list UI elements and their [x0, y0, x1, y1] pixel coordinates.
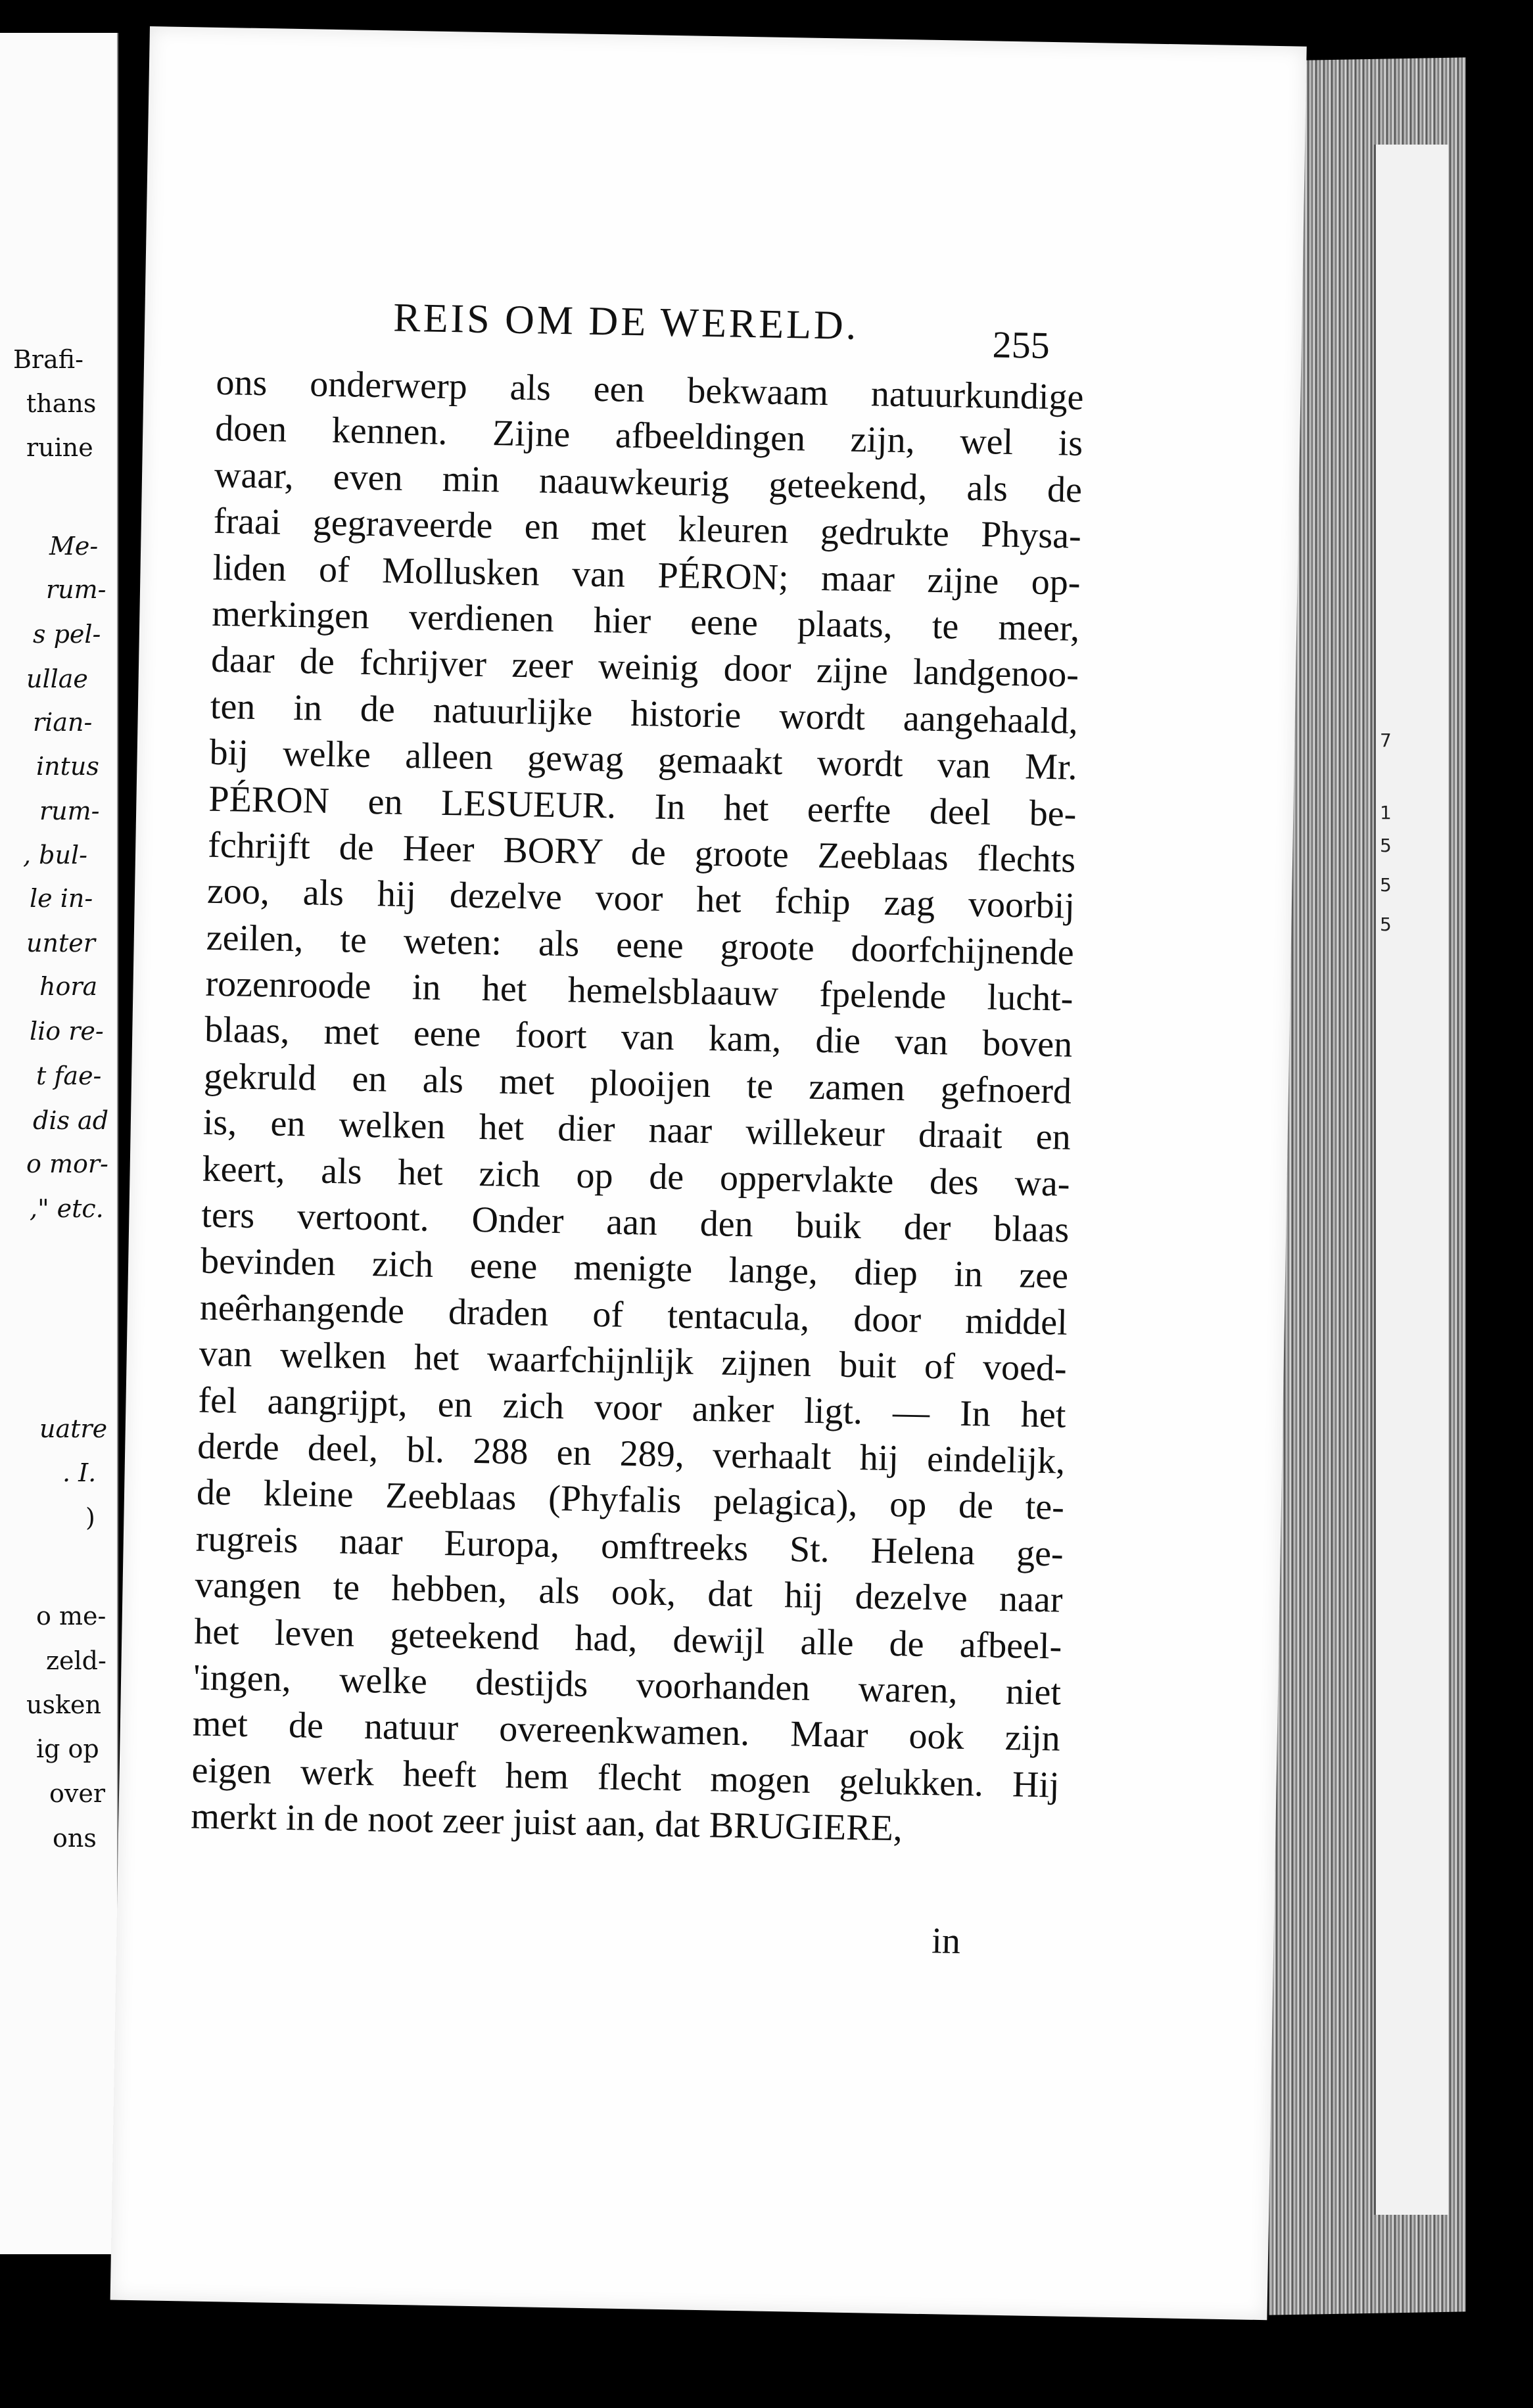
text-line: met de natuur overeenkwamen. Maar ook zijn [192, 1703, 1061, 1759]
text-line: fel aangrijpt, en zich voor anker ligt. — In het [197, 1379, 1066, 1436]
text-line: neêrhangende draden of tentacula, door middel [199, 1287, 1068, 1343]
left-fragment: Brafi- [13, 345, 83, 374]
text-line: gekruld en als met plooijen te zamen gefnoerd [203, 1055, 1072, 1112]
text-line: fchrijft de Heer BORY de groote Zeeblaas flechts [207, 824, 1076, 881]
text-line: rugreis naar Europa, omftreeks St. Helena ge- [195, 1518, 1064, 1575]
text-line: ten in de natuurlijke historie wordt aangehaald, [210, 685, 1079, 742]
running-head: REIS OM DE WERELD. [392, 295, 859, 348]
left-fragment: rian- [33, 708, 93, 737]
text-line: merkingen verdienen hier eene plaats, te meer, [211, 593, 1080, 649]
text-line: vangen te hebben, als ook, dat hij dezelve naar [195, 1564, 1063, 1621]
left-fragment: rum- [39, 797, 100, 825]
text-line: bij welke alleen gewag gemaakt wordt van Mr. [209, 731, 1078, 788]
text-line: ons onderwerp als een bekwaam natuurkundige [216, 361, 1084, 418]
page-stack-face [1374, 145, 1448, 2215]
text-line: liden of Mollusken van PÉRON; maar zijne op- [212, 547, 1081, 603]
stack-mark: 1 [1380, 802, 1392, 823]
text-line: derde deel, bl. 288 en 289, verhaalt hij eindelijk, [197, 1425, 1066, 1482]
left-fragment: t fae- [36, 1061, 102, 1090]
text-line: daar de fchrijver zeer weinig door zijne landgenoo- [210, 639, 1079, 696]
text-line: keert, als het zich op de oppervlakte des wa- [202, 1148, 1071, 1205]
stack-mark: 5 [1380, 874, 1392, 896]
text-line: PÉRON en LESUEUR. In het eerfte deel be- [208, 778, 1077, 835]
left-fragment: o me- [36, 1602, 106, 1631]
text-line: zoo, als hij dezelve voor het fchip zag voorbij [206, 871, 1075, 927]
left-fragment: zeld- [46, 1646, 106, 1675]
book-page [110, 26, 1307, 2320]
left-fragment: s pel- [33, 620, 101, 649]
left-fragment: intus [36, 752, 99, 781]
left-fragment: ruine [26, 433, 93, 462]
left-fragment: hora [39, 972, 98, 1001]
left-fragment: ) [85, 1503, 95, 1532]
left-fragment: Me- [49, 532, 99, 561]
text-line: eigen werk heeft hem flecht mogen gelukken. Hij [191, 1749, 1060, 1806]
left-fragment: ullae [26, 664, 88, 693]
text-line: van welken het waarfchijnlijk zijnen buit of voed- [199, 1333, 1068, 1389]
left-fragment: over [49, 1779, 105, 1808]
text-line: doen kennen. Zijne afbeeldingen zijn, wel is [214, 408, 1083, 465]
text-line: blaas, met eene foort van kam, die van boven [204, 1009, 1073, 1066]
text-line: zeilen, te weten: als eene groote doorfchijnende [206, 917, 1075, 973]
previous-page-edge [0, 33, 118, 2254]
left-fragment: le in- [30, 884, 93, 913]
left-fragment: usken [26, 1690, 101, 1719]
left-fragment: rum- [46, 575, 106, 604]
left-fragment: thans [26, 389, 97, 418]
left-fragment: unter [26, 929, 95, 958]
text-line: merkt in de noot zeer juist aan, dat BRUGIERE, [190, 1795, 903, 1849]
left-fragment: , bul- [23, 841, 87, 869]
stack-mark: 5 [1380, 835, 1392, 856]
text-line: 'ingen, welke destijds voorhanden waren, niet [193, 1657, 1062, 1713]
left-fragment: lio re- [30, 1017, 104, 1046]
text-line: ters vertoont. Onder aan den buik der blaas [200, 1194, 1070, 1251]
text-line: is, en welken het dier naar willekeur draait en [202, 1101, 1072, 1158]
stack-mark: 5 [1380, 914, 1392, 935]
text-line: fraai gegraveerde en met kleuren gedrukte Physa- [213, 500, 1082, 557]
text-line: waar, even min naauwkeurig geteekend, als de [214, 454, 1083, 511]
left-fragment: o mor- [26, 1149, 108, 1178]
left-fragment: dis ad [33, 1106, 109, 1135]
text-line: rozenroode in het hemelsblaauw fpelende lucht- [205, 963, 1073, 1019]
left-fragment: ig op [36, 1734, 99, 1763]
body-text [191, 359, 1084, 1855]
left-fragment: ons [53, 1824, 97, 1853]
left-fragment: . I. [62, 1458, 97, 1487]
stack-mark: 7 [1380, 729, 1392, 751]
left-fragment: uatre [39, 1414, 108, 1443]
left-fragment: ," etc. [30, 1194, 104, 1223]
page-number: 255 [992, 323, 1050, 367]
text-line: bevinden zich eene menigte lange, diep in zee [200, 1241, 1069, 1297]
text-line: het leven geteekend had, dewijl alle de afbeel- [193, 1611, 1062, 1667]
catchword: in [931, 1920, 961, 1962]
text-line: de kleine Zeeblaas (Phyfalis pelagica), op de te- [196, 1471, 1065, 1528]
